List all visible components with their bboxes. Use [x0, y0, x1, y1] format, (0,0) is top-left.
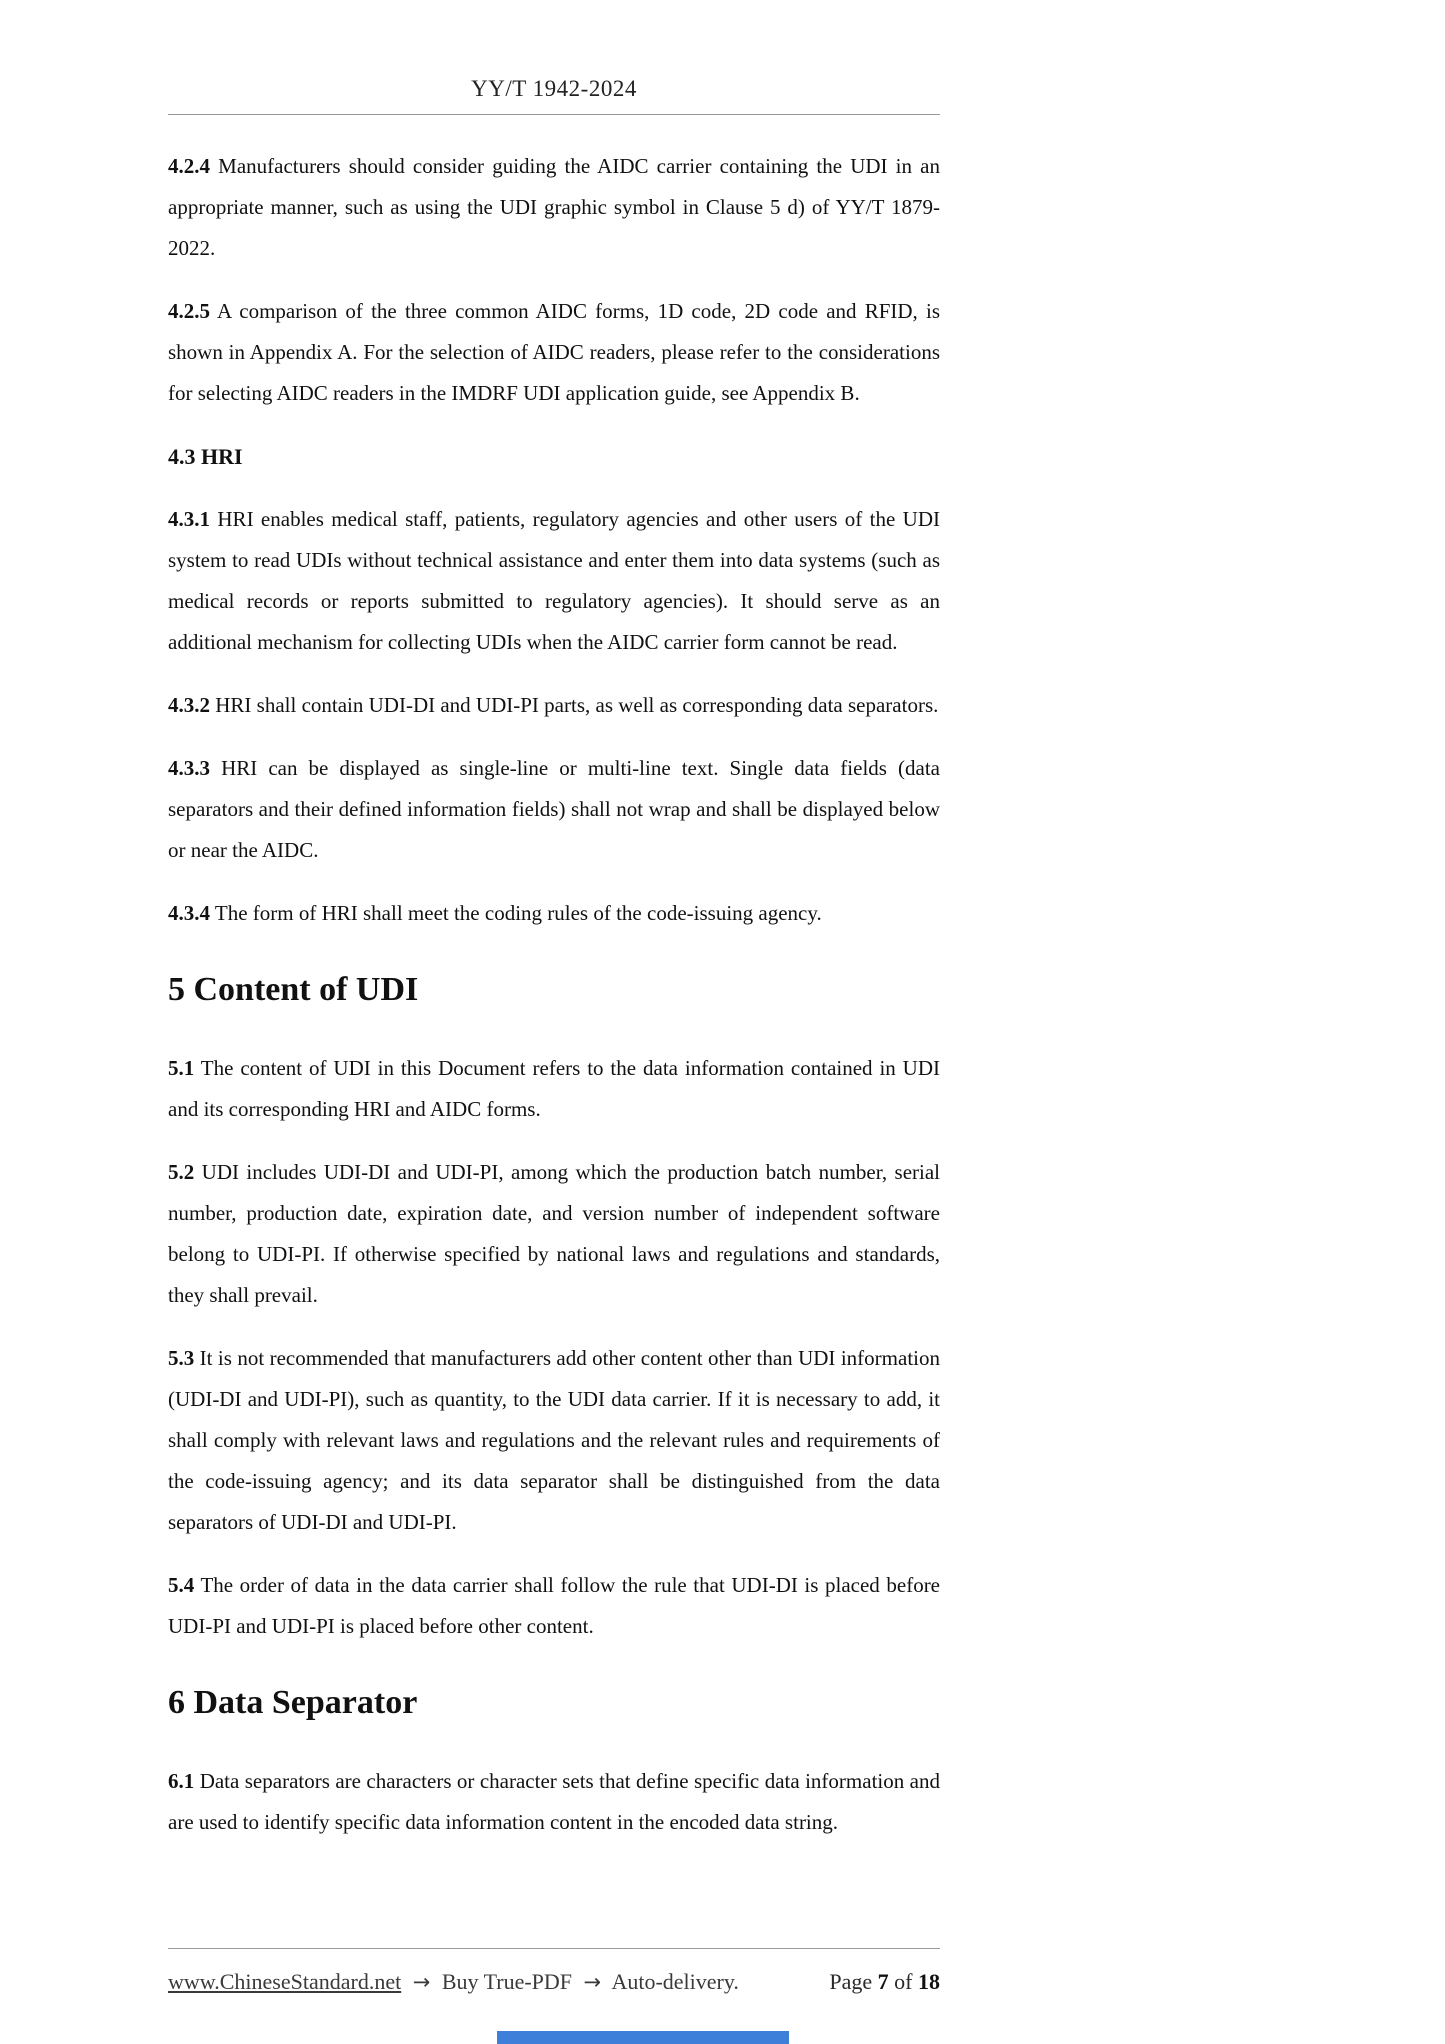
- clause-number: 4.3.2: [168, 693, 210, 717]
- clause-number: 5.2: [168, 1160, 195, 1184]
- clause-text: Data separators are characters or character sets that define specific data information and are used to identify specific data information content in the encoded data string.: [168, 1769, 940, 1834]
- footer-row: [168, 1969, 940, 1995]
- clause-number: 4.2.5: [168, 299, 210, 323]
- clause-4-2-5: [168, 291, 940, 414]
- clause-text: HRI enables medical staff, patients, regulatory agencies and other users of the UDI system to read UDIs without technical assistance and enter them into data systems (such as medical records or reports submitted to regulatory agencies). It should serve as an additional mechanism for collecting UDIs when the AIDC carrier form cannot be read.: [168, 507, 941, 654]
- document-body: [168, 146, 940, 1865]
- clause-number: 5.1: [168, 1056, 195, 1080]
- page-word: Page: [829, 1969, 873, 1994]
- standard-number: YY/T 1942-2024: [471, 76, 637, 101]
- clause-text: The order of data in the data carrier shall follow the rule that UDI-DI is placed before UDI-PI and UDI-PI is placed before other content.: [168, 1573, 941, 1638]
- clause-5-1: [168, 1048, 940, 1130]
- bottom-blue-bar: [497, 2031, 789, 2044]
- clause-number: 5.3: [168, 1346, 195, 1370]
- heading-4-3-hri: 4.3 HRI: [168, 444, 243, 469]
- clause-text: Manufacturers should consider guiding the AIDC carrier containing the UDI in an appropriate manner, such as using the UDI graphic symbol in Clause 5 d) of YY/T 1879-2022.: [168, 154, 940, 260]
- page-header: [168, 76, 940, 115]
- page-number: 7: [877, 1969, 889, 1994]
- clause-text: HRI shall contain UDI-DI and UDI-PI parts, as well as corresponding data separators.: [215, 693, 939, 717]
- clause-4-3-3: [168, 748, 940, 871]
- clause-5-3: [168, 1338, 940, 1543]
- clause-4-3-2: [168, 685, 940, 726]
- clause-number: 5.4: [168, 1573, 195, 1597]
- clause-text: It is not recommended that manufacturers add other content other than UDI information (UDI-DI and UDI-PI), such as quantity, to the UDI data carrier. If it is necessary to add, it shall comply with relevant laws and regulations and the relevant rules and requirements of the code-issuing agency; and its data separator shall be distinguished from the data separators of UDI-DI and UDI-PI.: [168, 1346, 940, 1534]
- heading-5-content-of-udi: 5 Content of UDI: [168, 971, 419, 1008]
- header-rule: [168, 114, 940, 115]
- clause-4-3-1: [168, 499, 940, 663]
- clause-number: 4.3.1: [168, 507, 210, 531]
- clause-number: 4.2.4: [168, 154, 210, 178]
- clause-number: 4.3.3: [168, 756, 210, 780]
- clause-text: The content of UDI in this Document refers to the data information contained in UDI and its corresponding HRI and AIDC forms.: [168, 1056, 941, 1121]
- clause-6-1: [168, 1761, 940, 1843]
- clause-text: UDI includes UDI-DI and UDI-PI, among which the production batch number, serial number, production date, expiration date, and version number of independent software belong to UDI-PI. If otherwise specified by national laws and regulations and standards, they shall prevail.: [168, 1160, 941, 1307]
- clause-text: HRI can be displayed as single-line or multi-line text. Single data fields (data separators and their defined information fields) shall not wrap and shall be displayed below or near the AIDC.: [168, 756, 941, 862]
- clause-number: 6.1: [168, 1769, 195, 1793]
- of-word: of: [894, 1969, 913, 1994]
- right-arrow-icon: →: [412, 1970, 431, 1994]
- page-total: 18: [918, 1969, 940, 1994]
- footer-delivery-text: Auto-delivery.: [611, 1969, 739, 1994]
- footer-source-line: [168, 1969, 739, 1995]
- clause-text: A comparison of the three common AIDC forms, 1D code, 2D code and RFID, is shown in Appendix A. For the selection of AIDC readers, please refer to the considerations for selecting AIDC readers in the IMDRF UDI application guide, see Appendix B.: [168, 299, 941, 405]
- clause-text: The form of HRI shall meet the coding rules of the code-issuing agency.: [214, 901, 822, 925]
- clause-number: 4.3.4: [168, 901, 210, 925]
- footer-rule: [168, 1948, 940, 1949]
- clause-5-2: [168, 1152, 940, 1316]
- clause-5-4: [168, 1565, 940, 1647]
- footer-buy-text: Buy True-PDF: [441, 1969, 573, 1994]
- clause-4-2-4: [168, 146, 940, 269]
- right-arrow-icon: →: [583, 1970, 602, 1994]
- site-link[interactable]: www.ChineseStandard.net: [168, 1969, 402, 1994]
- clause-4-3-4: [168, 893, 940, 934]
- page-footer: [168, 1936, 940, 1995]
- page-indicator: [829, 1969, 940, 1995]
- heading-6-data-separator: 6 Data Separator: [168, 1684, 418, 1721]
